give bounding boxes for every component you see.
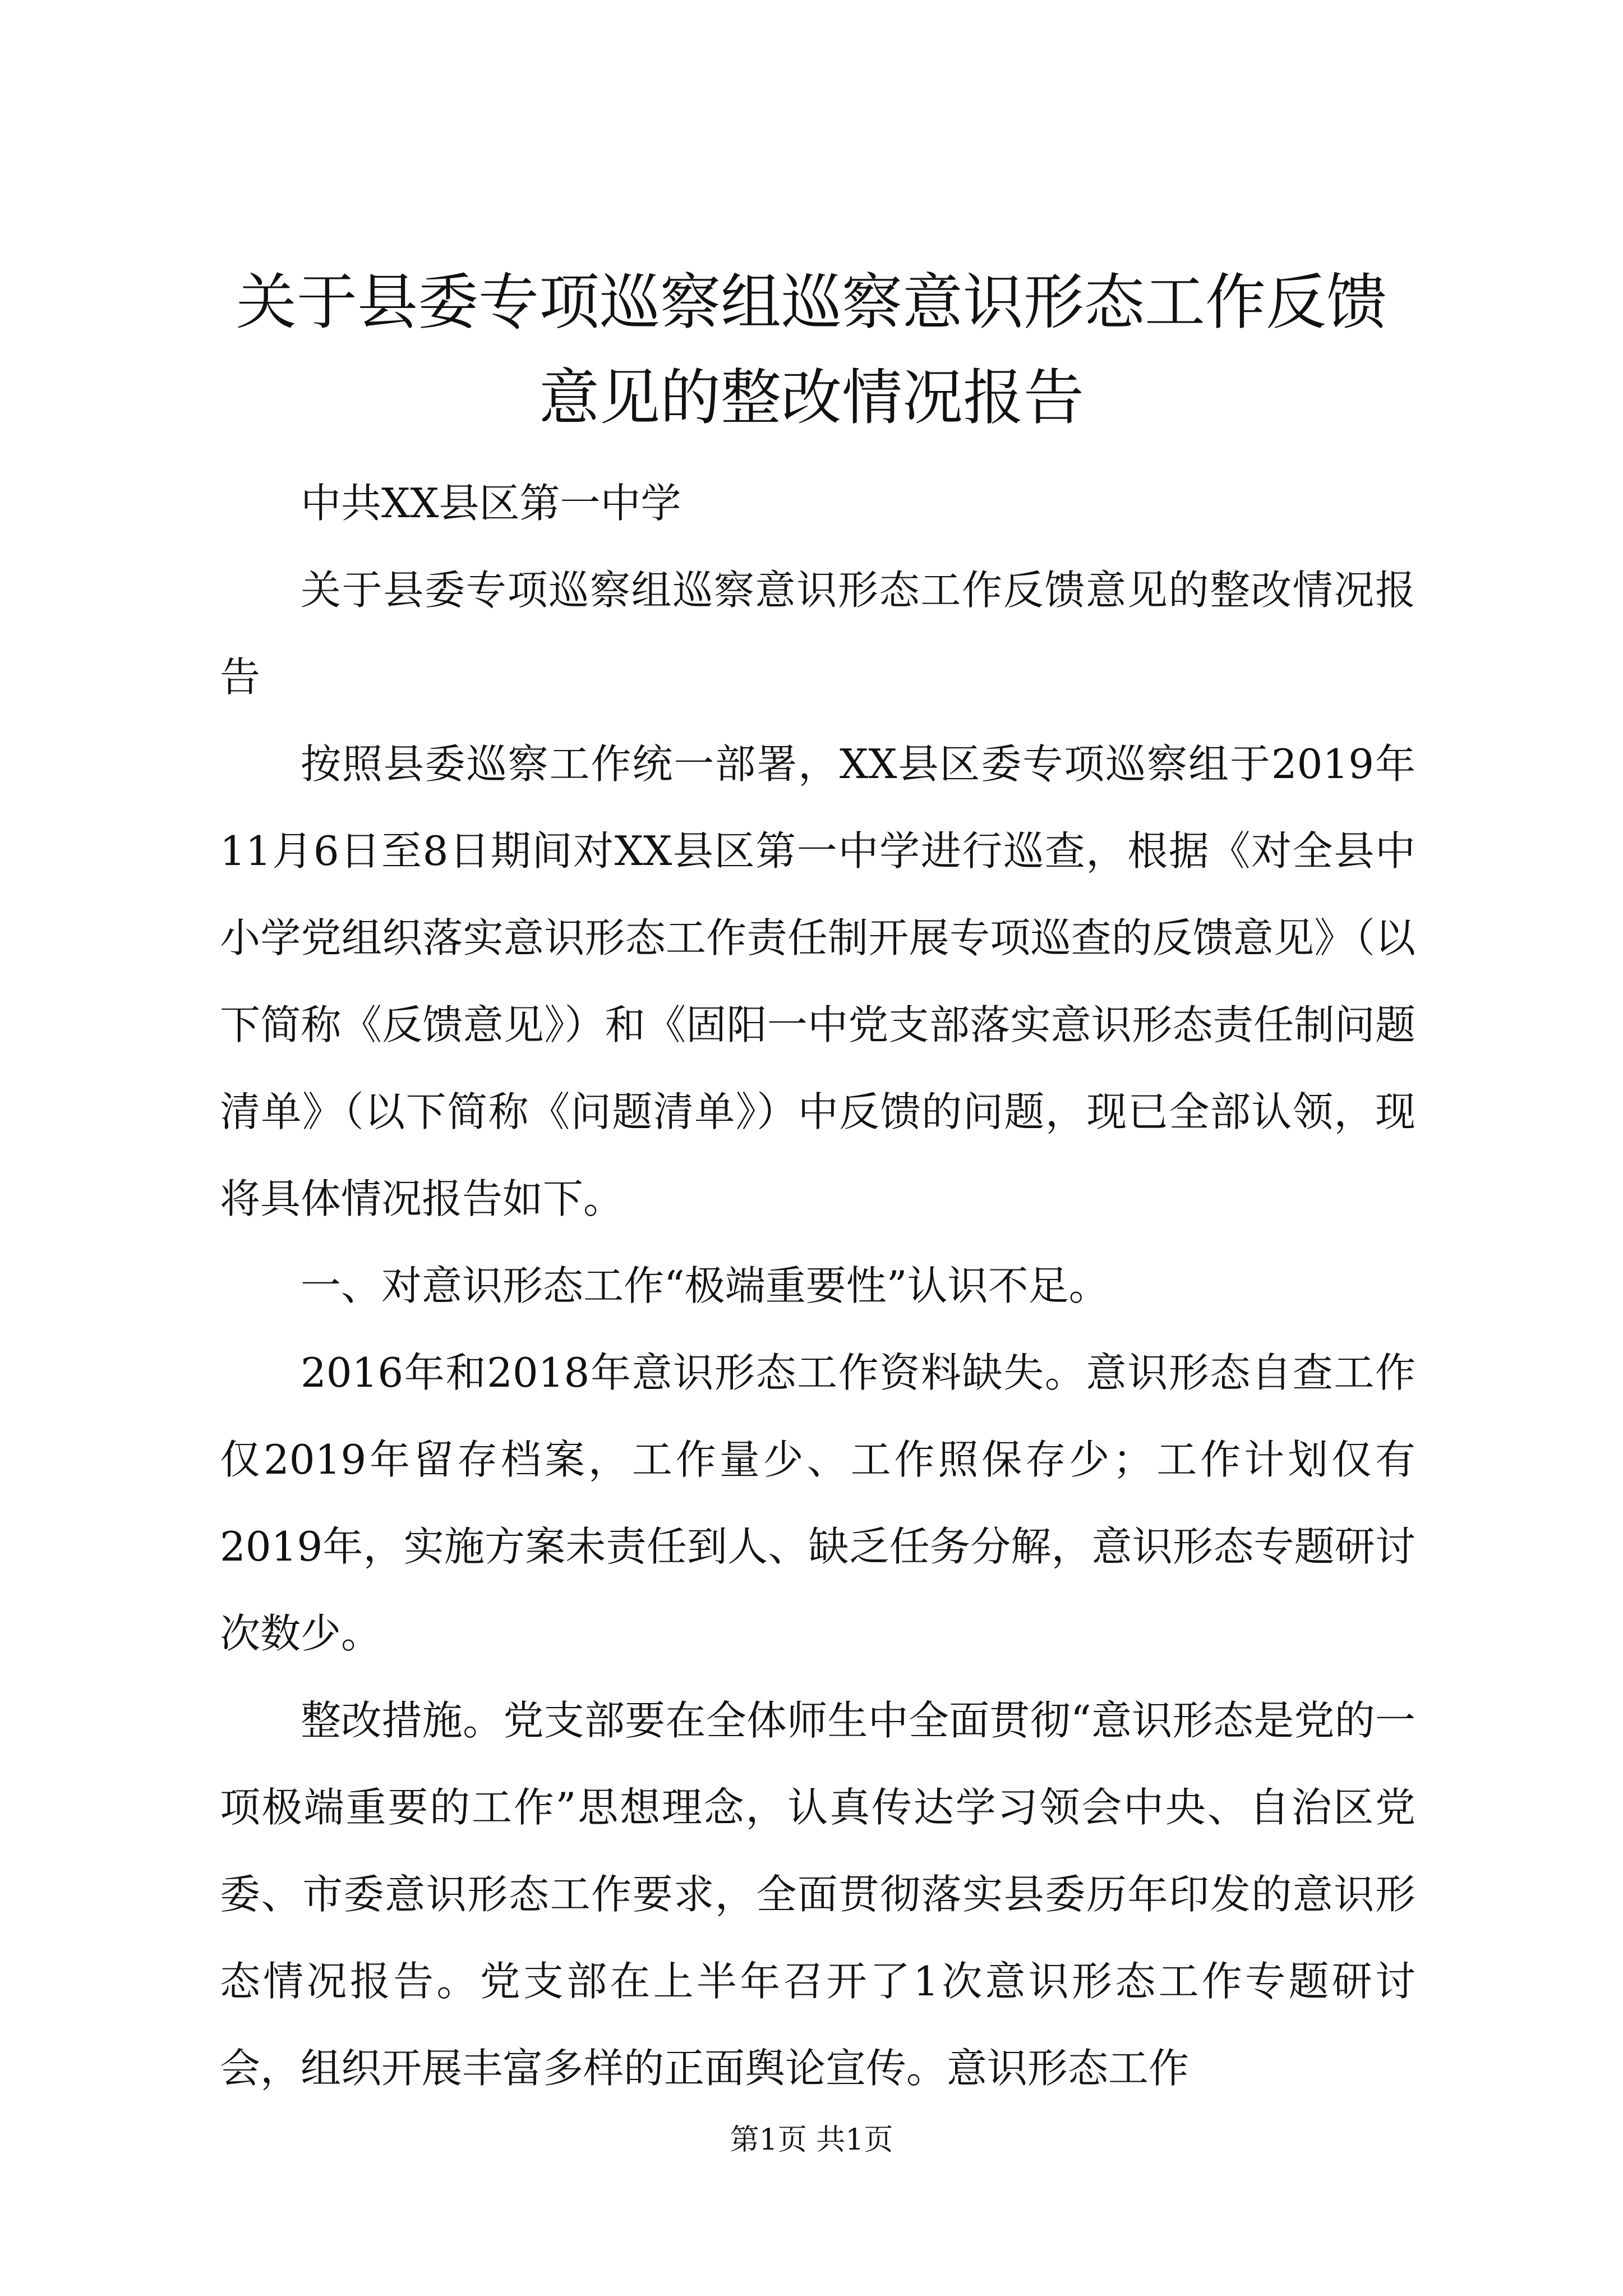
section-heading-1: 一、对意识形态工作“极端重要性”认识不足。: [301, 1262, 1109, 1309]
problem-paragraph: 2016年和2018年意识形态工作资料缺失。意识形态自查工作仅2019年留存档案，工作量少、工作照保存少；工作计划仅有2019年，实施方案未责任到人、缺乏任务分解，意识形态专题研讨次数少。: [220, 1349, 1415, 1657]
issuer-paragraph: 中共XX县区第一中学: [301, 480, 681, 527]
page-footer: 第1页 共1页: [730, 2123, 893, 2157]
document-title: 关于县委专项巡察组巡察意识形态工作反馈意见的整改情况报告: [236, 268, 1387, 433]
intro-paragraph: 按照县委巡察工作统一部署，XX县区委专项巡察组于2019年11月6日至8日期间对XX县区第一中学进行巡查，根据《对全县中小学党组织落实意识形态工作责任制开展专项巡查的反馈意见》（以下简称《反馈意见》）和《固阳一中党支部落实意识形态责任制问题清单》（以下简称《问题清单》）中反馈的问题，现已全部认领，现将具体情况报告如下。: [220, 740, 1415, 1222]
document-body: [220, 460, 1415, 2112]
measures-paragraph: 整改措施。党支部要在全体师生中全面贯彻“意识形态是党的一项极端重要的工作”思想理念，认真传达学习领会中央、自治区党委、市委意识形态工作要求，全面贯彻落实县委历年印发的意识形态情况报告。党支部在上半年召开了1次意识形态工作专题研讨会，组织开展丰富多样的正面舆论宣传。意识形态工作: [220, 1697, 1415, 2092]
subtitle-paragraph: 关于县委专项巡察组巡察意识形态工作反馈意见的整改情况报告: [220, 567, 1415, 701]
